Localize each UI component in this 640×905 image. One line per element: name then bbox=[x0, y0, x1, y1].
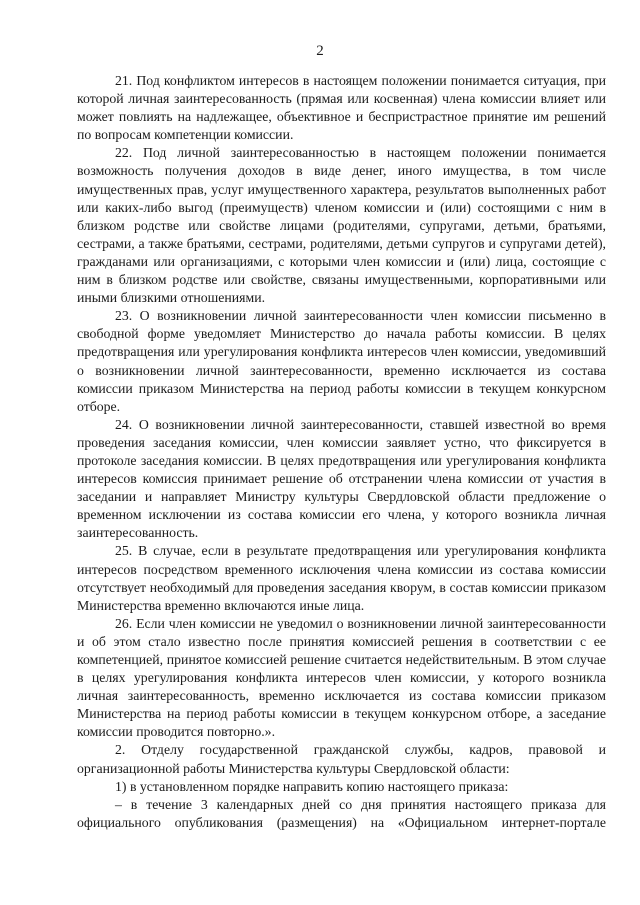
paragraph-24: 24. О возникновении личной заинтересованности, ставшей известной во время проведения заседания комиссии, член комиссии заявляет устно, что фиксируется в протоколе заседания комиссии. В целях предотвращения или урегулирования конфликта интересов комиссия принимает решение об отстранении члена комиссии от участия в заседании и направляет Министру культуры Свердловской области предложение о временном исключении из состава комиссии его члена, у которого возникла личная заинтересованность. bbox=[77, 416, 606, 541]
paragraph-subitem-1: 1) в установленном порядке направить копию настоящего приказа: bbox=[115, 778, 509, 794]
paragraph-dash-item: – в течение 3 календарных дней со дня принятия настоящего приказа для официального опубликования (размещения) на «Официальном интернет-портале bbox=[77, 796, 606, 830]
paragraph-25: 25. В случае, если в результате предотвращения или урегулирования конфликта интересов посредством временного исключения члена комиссии из состава комиссии отсутствует необходимый для проведения заседания кворум, в состав комиссии приказом Министерства временно включаются иные лица. bbox=[77, 543, 606, 613]
paragraph-26: 26. Если член комиссии не уведомил о возникновении личной заинтересованности и об этом стало известно после принятия комиссией решения в соответствии с ее компетенцией, принятое комиссией решение считается недействительным. В этом случае в целях урегулирования конфликта интересов член комиссии, у которого возникла личная заинтересованность, временно исключается из состава комиссии приказом Министерства на период работы комиссии в текущем конкурсном отборе, а заседание комиссии проводится повторно.». bbox=[77, 615, 606, 740]
paragraph-item-2: 2. Отделу государственной гражданской службы, кадров, правовой и организационной работы Министерства культуры Свердловской области: bbox=[77, 742, 606, 776]
paragraph-21: 21. Под конфликтом интересов в настоящем положении понимается ситуация, при которой личная заинтересованность (прямая или косвенная) члена комиссии влияет или может повлиять на надлежащее, объективное и беспристрастное принятие им решений по вопросам компетенции комиссии. bbox=[77, 73, 606, 143]
paragraph-23: 23. О возникновении личной заинтересованности член комиссии письменно в свободной форме уведомляет Министерство до начала работы комиссии. В целях предотвращения или урегулирования конфликта интересов член комиссии, уведомивший о возникновении личной заинтересованности, временно исключается из состава комиссии приказом Министерства на период работы комиссии в текущем конкурсном отборе. bbox=[77, 308, 606, 414]
paragraph-22: 22. Под личной заинтересованностью в настоящем положении понимается возможность получения доходов в виде денег, иного имущества, в том числе имущественных прав, услуг имущественного характера, результатов выполненных работ или каких-либо выгод (преимуществ) членом комиссии и (или) состоящими с ним в близком родстве или свойстве лицами (родителями, супругами, детьми, братьями, сестрами, а также братьями, сестрами, родителями, детьми супругов и супругами детей), гражданами или организациями, с которыми член комиссии и (или) лица, состоящие с ним в близком родстве или свойстве, связаны имущественными, корпоративными или иными близкими отношениями. bbox=[77, 145, 606, 306]
document-body bbox=[77, 72, 606, 832]
page-number: 2 bbox=[316, 43, 324, 59]
